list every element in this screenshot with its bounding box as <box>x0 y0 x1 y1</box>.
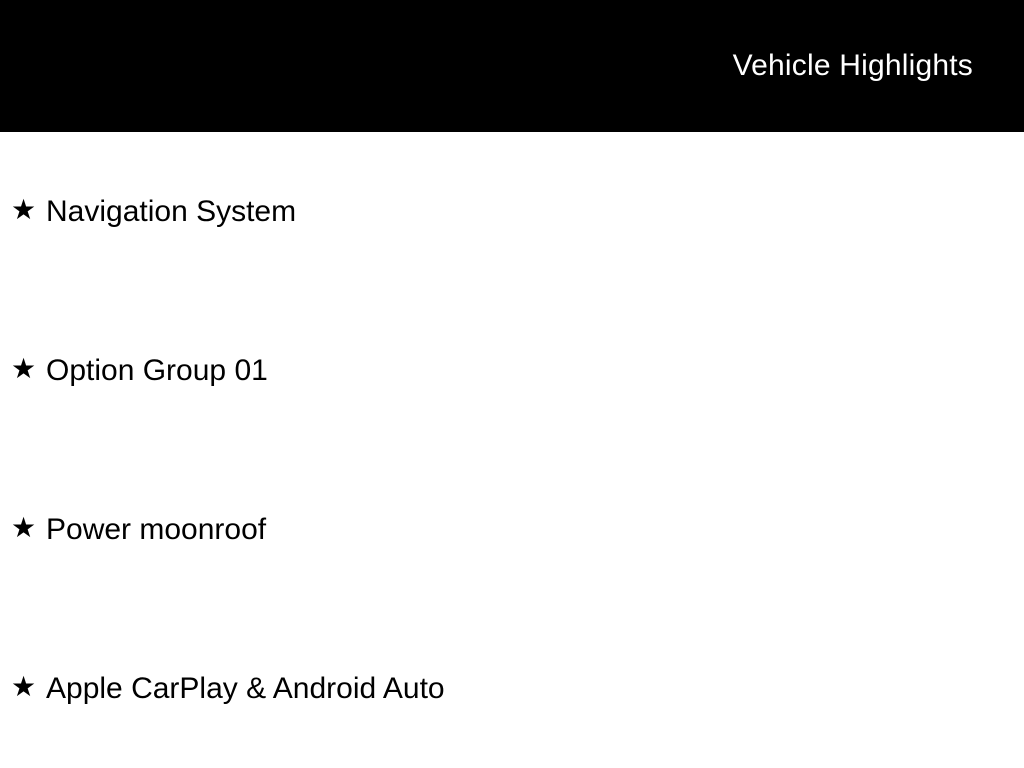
highlight-label: Option Group 01 <box>46 353 268 387</box>
highlights-list <box>0 132 1024 768</box>
page-title: Vehicle Highlights <box>732 49 973 82</box>
highlight-label: Navigation System <box>46 194 297 228</box>
list-item <box>0 450 1024 609</box>
list-item <box>0 609 1024 768</box>
header-bar <box>0 0 1024 132</box>
highlight-label: Power moonroof <box>46 512 267 546</box>
highlight-label: Apple CarPlay & Android Auto <box>46 671 445 705</box>
star-icon: ★ <box>11 193 37 225</box>
star-icon: ★ <box>11 670 37 702</box>
list-item <box>0 132 1024 291</box>
star-icon: ★ <box>11 511 37 543</box>
star-icon: ★ <box>11 352 37 384</box>
list-item <box>0 291 1024 450</box>
